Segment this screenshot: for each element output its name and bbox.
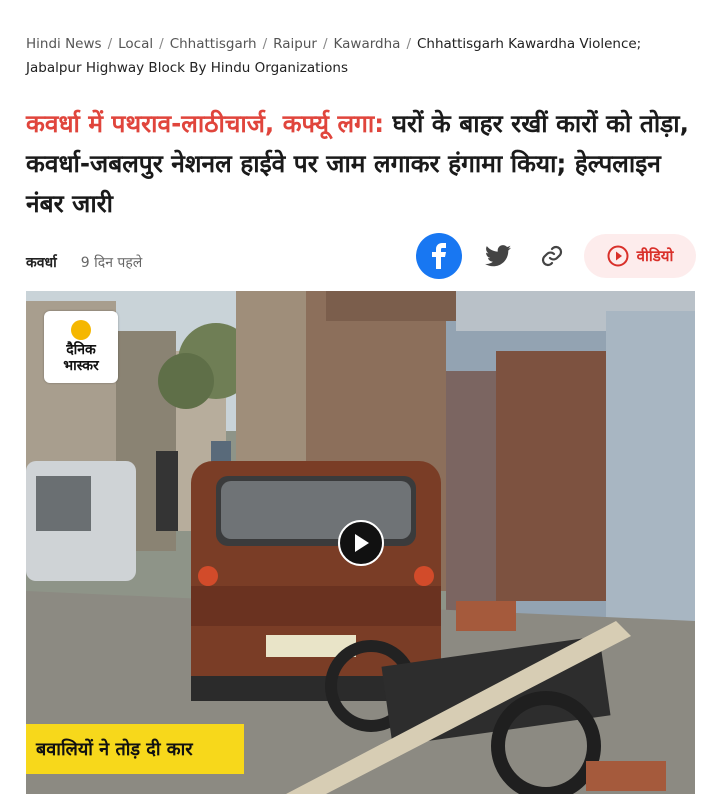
sun-logo-icon [71, 320, 91, 340]
breadcrumb-item-hindi-news[interactable]: Hindi News [26, 36, 102, 52]
video-play-button[interactable] [338, 520, 384, 566]
twitter-icon [485, 245, 511, 267]
link-icon [540, 244, 564, 268]
headline-text: घरों के बाहर रखीं कारों को तोड़ा, कवर्धा-जबलपुर नेशनल हाईवे पर जाम लगाकर हंगामा किया; हेल्पलाइन नंबर जारी [26, 109, 689, 218]
breadcrumb-separator: / [322, 36, 328, 52]
breadcrumb-current: Chhattisgarh Kawardha Violence; Jabalpur Highway Block By Hindu Organizations [26, 36, 642, 76]
breadcrumb-separator: / [406, 36, 411, 52]
breadcrumb-item-kawardha[interactable]: Kawardha [333, 36, 401, 52]
video-button-label: वीडियो [636, 247, 674, 265]
video-caption: बवालियों ने तोड़ दी कार [26, 724, 244, 774]
location-link[interactable]: कवर्धा [26, 255, 57, 271]
article-video[interactable] [26, 291, 695, 794]
breadcrumb-separator: / [107, 36, 113, 52]
dainik-bhaskar-logo [44, 311, 118, 383]
copy-link-button[interactable] [536, 240, 568, 272]
page-title [26, 104, 698, 224]
facebook-icon [428, 243, 450, 269]
breadcrumb-separator: / [262, 36, 268, 52]
breadcrumb-item-chhattisgarh[interactable]: Chhattisgarh [169, 36, 257, 52]
breadcrumb-separator: / [159, 36, 164, 52]
breadcrumb [26, 32, 696, 80]
logo-line-2: भास्कर [63, 358, 99, 374]
article-meta [26, 253, 142, 272]
publish-time: 9 दिन पहले [80, 255, 143, 271]
logo-line-1: दैनिक [66, 342, 96, 358]
share-bar [416, 233, 568, 279]
breadcrumb-item-raipur[interactable]: Raipur [273, 36, 317, 52]
play-icon [352, 533, 370, 553]
breadcrumb-item-local[interactable]: Local [118, 36, 154, 52]
video-button[interactable] [584, 234, 696, 278]
headline-highlight: कवर्धा में पथराव-लाठीचार्ज, कर्फ्यू लगा: [26, 109, 385, 138]
play-circle-icon [607, 245, 629, 267]
facebook-share-button[interactable] [416, 233, 462, 279]
twitter-share-button[interactable] [482, 240, 514, 272]
